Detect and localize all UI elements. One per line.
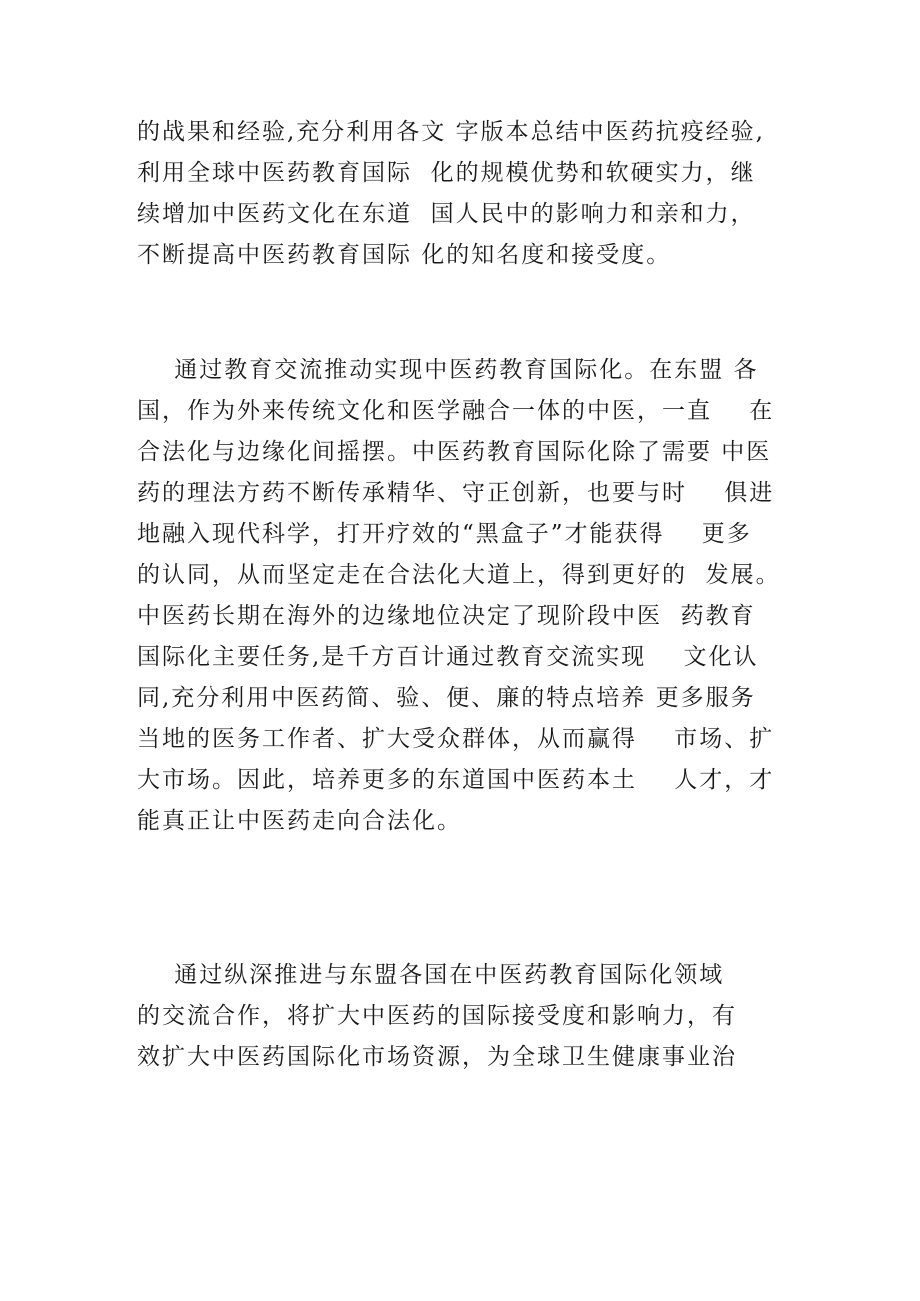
text-line: 中医药长期在海外的边缘地位决定了现阶段中医 药教育: [137, 603, 756, 629]
text-line: 国，作为外来传统文化和医学融合一体的中医，一直 在: [137, 398, 775, 424]
text-line: 的交流合作，将扩大中医药的国际接受度和影响力，有: [137, 1003, 737, 1029]
text-line: 的战果和经验,充分利用各文 字版本总结中医药抗疫经验,: [137, 119, 765, 145]
text-line: 通过纵深推进与东盟各国在中医药教育国际化领域: [137, 962, 725, 988]
text-line: 能真正让中医药走向合法化。: [137, 808, 462, 834]
text-line: 大市场。因此，培养更多的东道国中医药本土 人才，才: [137, 767, 775, 793]
text-line: 同,充分利用中医药简、验、便、廉的特点培养 更多服务: [137, 685, 756, 711]
text-line: 合法化与边缘化间摇摆。中医药教育国际化除了需要 中医: [137, 439, 772, 465]
text-line: 利用全球中医药教育国际 化的规模优势和软硬实力，继: [137, 160, 756, 186]
paragraph-1: [137, 112, 797, 276]
text-line: 当地的医务工作者、扩大受众群体，从而赢得 市场、扩: [137, 726, 775, 752]
text-line: 续增加中医药文化在东道 国人民中的影响力和亲和力，: [137, 201, 756, 227]
paragraph-2: [137, 350, 797, 842]
text-line: 效扩大中医药国际化市场资源，为全球卫生健康事业治: [137, 1044, 737, 1070]
text-line: 药的理法方药不断传承精华、守正创新，也要与时 俱进: [137, 480, 775, 506]
text-line: 不断提高中医药教育国际 化的知名度和接受度。: [137, 242, 672, 268]
paragraph-3: [137, 955, 797, 1078]
text-line: 的认同，从而坚定走在合法化大道上，得到更好的 发展。: [137, 562, 781, 588]
text-line: 地融入现代科学，打开疗效的“黑盒子”才能获得 更多: [137, 521, 752, 547]
text-line: 通过教育交流推动实现中医药教育国际化。在东盟 各: [137, 357, 759, 383]
text-line: 国际化主要任务,是千方百计通过教育交流实现 文化认: [137, 644, 759, 670]
